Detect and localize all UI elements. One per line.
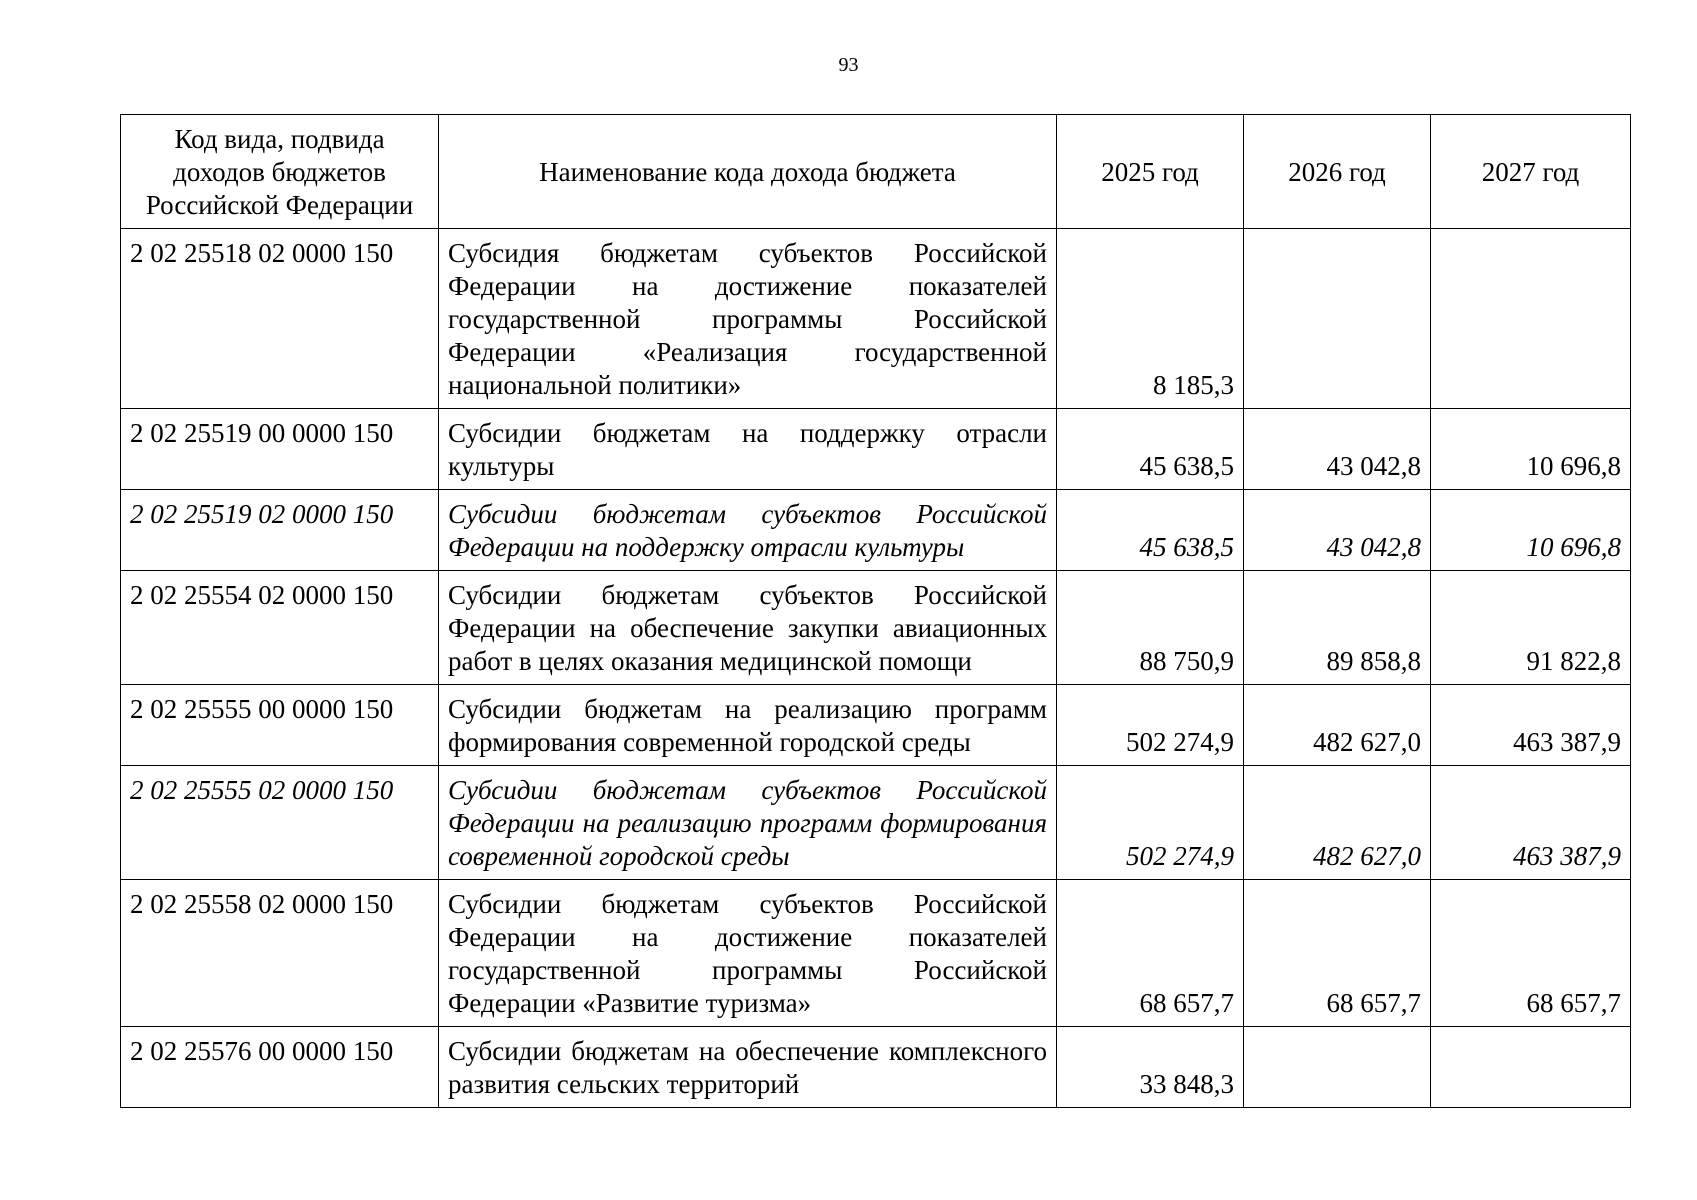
- table-row: [121, 229, 1631, 409]
- cell-name: Субсидии бюджетам на реализацию программ формирования современной городской среды: [439, 685, 1057, 766]
- cell-2027: 10 696,8: [1431, 409, 1631, 490]
- cell-2027: [1431, 1027, 1631, 1108]
- cell-2027: [1431, 229, 1631, 409]
- cell-2025: 8 185,3: [1057, 229, 1244, 409]
- table-body: [121, 229, 1631, 1108]
- cell-2025: 88 750,9: [1057, 571, 1244, 685]
- cell-code: 2 02 25554 02 0000 150: [121, 571, 439, 685]
- cell-name: Субсидии бюджетам субъектов Российской Федерации на поддержку отрасли культуры: [439, 490, 1057, 571]
- budget-revenue-table: [120, 114, 1631, 1108]
- table-row: [121, 766, 1631, 880]
- header-name: Наименование кода дохода бюджета: [439, 115, 1057, 229]
- cell-2025: 502 274,9: [1057, 685, 1244, 766]
- cell-2026: [1244, 229, 1431, 409]
- table-header-row: [121, 115, 1631, 229]
- header-2025: 2025 год: [1057, 115, 1244, 229]
- table-row: [121, 685, 1631, 766]
- table-row: [121, 490, 1631, 571]
- cell-2026: 43 042,8: [1244, 409, 1431, 490]
- cell-name: Субсидия бюджетам субъектов Российской Федерации на достижение показателей государственной программы Российской Федерации «Реализация государственной национальной политики»: [439, 229, 1057, 409]
- cell-2025: 33 848,3: [1057, 1027, 1244, 1108]
- cell-2026: 43 042,8: [1244, 490, 1431, 571]
- header-2027: 2027 год: [1431, 115, 1631, 229]
- cell-2026: 89 858,8: [1244, 571, 1431, 685]
- cell-2025: 45 638,5: [1057, 490, 1244, 571]
- cell-2027: 463 387,9: [1431, 766, 1631, 880]
- cell-2027: 10 696,8: [1431, 490, 1631, 571]
- cell-2026: [1244, 1027, 1431, 1108]
- table-row: [121, 571, 1631, 685]
- header-code: Код вида, подвида доходов бюджетов Российской Федерации: [121, 115, 439, 229]
- cell-name: Субсидии бюджетам субъектов Российской Федерации на реализацию программ формирования современной городской среды: [439, 766, 1057, 880]
- cell-code: 2 02 25555 02 0000 150: [121, 766, 439, 880]
- cell-name: Субсидии бюджетам субъектов Российской Федерации на обеспечение закупки авиационных работ в целях оказания медицинской помощи: [439, 571, 1057, 685]
- header-2026: 2026 год: [1244, 115, 1431, 229]
- cell-2025: 45 638,5: [1057, 409, 1244, 490]
- table-row: [121, 409, 1631, 490]
- cell-2027: 91 822,8: [1431, 571, 1631, 685]
- cell-code: 2 02 25576 00 0000 150: [121, 1027, 439, 1108]
- cell-code: 2 02 25519 02 0000 150: [121, 490, 439, 571]
- cell-2025: 502 274,9: [1057, 766, 1244, 880]
- cell-name: Субсидии бюджетам субъектов Российской Федерации на достижение показателей государственной программы Российской Федерации «Развитие туризма»: [439, 880, 1057, 1027]
- cell-2026: 482 627,0: [1244, 766, 1431, 880]
- cell-2027: 68 657,7: [1431, 880, 1631, 1027]
- cell-name: Субсидии бюджетам на поддержку отрасли культуры: [439, 409, 1057, 490]
- cell-2027: 463 387,9: [1431, 685, 1631, 766]
- cell-2025: 68 657,7: [1057, 880, 1244, 1027]
- page-number: 93: [838, 54, 859, 76]
- cell-code: 2 02 25555 00 0000 150: [121, 685, 439, 766]
- cell-2026: 482 627,0: [1244, 685, 1431, 766]
- cell-code: 2 02 25518 02 0000 150: [121, 229, 439, 409]
- table-row: [121, 1027, 1631, 1108]
- cell-code: 2 02 25558 02 0000 150: [121, 880, 439, 1027]
- table-row: [121, 880, 1631, 1027]
- cell-2026: 68 657,7: [1244, 880, 1431, 1027]
- cell-code: 2 02 25519 00 0000 150: [121, 409, 439, 490]
- cell-name: Субсидии бюджетам на обеспечение комплексного развития сельских территорий: [439, 1027, 1057, 1108]
